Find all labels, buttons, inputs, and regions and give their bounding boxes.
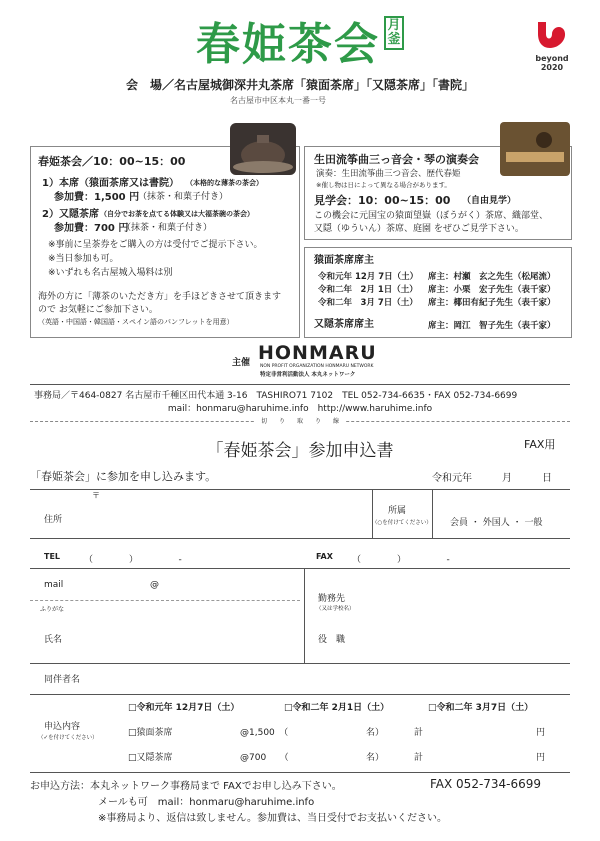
footer-method: お申込方法：本丸ネットワーク事務局まで FAXでお申し込み下さい。 [30,781,342,792]
koto-icon [500,122,570,176]
foreign1: 海外の方に「薄茶のいただき方」を手ほどきさせて頂きます [38,292,282,302]
logo-text-2: 2020 [540,63,564,72]
postal-mark: 〒 [92,491,100,500]
form-line [30,568,570,569]
tel-label: TEL [44,552,61,561]
koto-photo [500,122,570,176]
logo-text-1: beyond [535,54,569,63]
fax-field[interactable]: （ ） - [352,555,450,565]
vline [432,489,433,538]
form-line [30,538,570,539]
organizer-name: HONMARU [258,342,377,364]
date-option-1[interactable]: □令和元年 12月7日（土） [128,703,240,713]
form-line [30,663,570,664]
divider [30,384,570,385]
item2-fee: 参加費：700 円 [54,223,129,234]
host-row-1-date: 令和元年 12月 7日（土） [318,272,419,282]
sarumen-yen: 円 [536,728,546,738]
form-top-line [30,489,570,490]
title-badge: 月釜 [384,16,404,50]
workplace-label: 勤務先 [318,594,346,604]
tel-field[interactable]: （ ） - [84,555,182,565]
date-option-3[interactable]: □令和二年 3月7日（土） [428,703,534,713]
venue: 会 場／名古屋城御深井丸茶席「猿面茶席」「又隠茶席」「書院」 [125,78,474,92]
page-title [0,8,600,72]
hosts-heading-2: 又隠茶席席主 [314,319,374,330]
yuin-unit: 名） [366,753,385,763]
item2-title: 2）又隠茶席 [42,209,99,220]
office-line2: mail：honmaru@haruhime.info http://www.haruhime.info [167,404,433,414]
yuin-price: @700 （ [240,753,289,763]
apply-note: （✓を付けてください） [38,735,98,741]
sarumen-total: 計 [414,728,424,738]
address-field[interactable] [92,500,368,534]
note2: ※当日参加も可。 [48,254,119,264]
title-text: 春姫茶会 [196,19,380,70]
office-line1: 事務局／〒464-0827 名古屋市千種区田代本通 3-16 TASHIRO71 7102 TEL 052-734-6635・FAX 052-734-6699 [34,391,518,401]
footer-note: ※事務局より、返信は致しません。参加費は、当日受付でお支払いください。 [98,813,447,824]
item1-note: （本格的な薄茶の茶会） [186,179,263,187]
footer-fax: FAX 052-734-6699 [430,777,542,791]
host2: 席主：岡江 智子先生（表千家） [428,321,556,331]
right-heading: 生田流筝曲三っ音会・琴の演奏会 [314,153,479,166]
host-row-3-date: 令和二年 3月 7日（土） [318,298,418,308]
name-field[interactable] [92,612,296,658]
tea-kettle-photo [230,123,296,175]
apply-label: 申込内容 [44,722,81,732]
host-row-3-name: 席主：椰田有紀子先生（表千家） [428,298,556,308]
form-date-line: 令和元年 月 日 [432,473,552,484]
form-bottom-line [30,772,570,773]
item1-fee-note: （抹茶・和菓子付き） [138,192,229,202]
mail-label: mail [44,580,64,590]
name-label: 氏名 [44,635,63,645]
performer: 演奏：生田流筝曲三つ音会、歴代春姫 [316,169,461,179]
host-row-2-name: 席主：小栗 宏子先生（表千家） [428,285,556,295]
foreign3: （英語・中国語・韓国語・スペイン語のパンフレットを用意） [38,318,234,326]
organizer-sub1: NON PROFIT ORGANIZATION HONMARU NETWORK [260,364,374,369]
mail-field[interactable] [92,574,296,596]
visit-desc2: 又隠（ゆういん）茶席、庭園 をぜひご見学下さい。 [314,224,524,234]
date-option-2[interactable]: □令和二年 2月1日（土） [284,703,390,713]
fax-label: FAX用 [524,438,556,451]
host-row-2-date: 令和二年 2月 1日（土） [318,285,418,295]
furigana-line [30,600,300,601]
position-field[interactable] [360,616,566,658]
vline [372,489,373,538]
furigana-label: ふりがな [40,606,65,613]
host-row-1-name: 席主：村瀬 玄之先生（松尾流） [428,272,556,282]
fax-field-label: FAX [316,552,333,561]
form-title: 「春姫茶会」参加申込書 [206,441,394,461]
affiliation-note: （○を付けてください） [372,520,432,526]
cut-line-label [0,416,600,425]
form-intro: 「春姫茶会」に参加を申し込みます。 [30,470,217,483]
left-heading: 春姫茶会／10：00~15：00 [38,155,186,168]
workplace-field[interactable] [360,578,566,608]
yuin-total: 計 [414,753,424,763]
organizer-label: 主催 [232,358,251,368]
address-label: 住所 [44,515,63,525]
cut-line-text: 切 り 取 り 線 [255,418,345,425]
yuin-checkbox[interactable]: □又隠茶席 [128,753,173,763]
sarumen-price: @1,500 （ [240,728,289,738]
foreign2: ので お気軽にご参加下さい。 [38,305,158,315]
yuin-yen: 円 [536,753,546,763]
item1-fee: 参加費：1,500 円 [54,192,140,203]
mail-at: @ [150,580,159,590]
form-line [30,694,570,695]
position-label: 役 職 [318,635,346,645]
sarumen-unit: 名） [366,728,385,738]
vline [304,568,305,663]
affiliation-options[interactable]: 会員 ・ 外国人 ・ 一般 [450,518,543,528]
beyond-logo-icon [534,18,570,50]
workplace-note: （又は学校名） [316,606,355,612]
note3: ※いずれも名古屋城入場料は別 [48,268,173,278]
item2-note: （自分でお茶を点てる体験又は大福茶碗の茶会） [100,210,254,218]
footer-mail[interactable]: メールも可 mail：honmaru@haruhime.info [98,797,315,808]
beyond2020-logo [528,18,576,72]
note1: ※事前に呈茶券をご購入の方は受付でご提示下さい。 [48,240,263,250]
visit-title: 見学会：10：00~15：00 [314,194,451,207]
organizer-sub2: 特定非営利活動法人 本丸ネットワーク [260,372,356,378]
visit-desc1: この機会に元国宝の猿面望嶽（ぼうがく）茶席、織部堂、 [314,211,549,221]
companion-field[interactable] [110,666,566,690]
item1-title: 1）本席（猿面茶席又は書院） [42,178,179,189]
hosts-heading: 猿面茶席席主 [314,255,374,266]
visit-note: （自由見学） [462,196,517,206]
companion-label: 同伴者名 [44,675,81,685]
performer-note: ※催し物は日によって異なる場合があります。 [316,181,451,189]
item2-fee-note: （抹茶・和菓子付き） [122,223,213,233]
kettle-icon [230,123,296,175]
venue-address: 名古屋市中区本丸一番一号 [230,96,326,105]
sarumen-checkbox[interactable]: □猿面茶席 [128,728,173,738]
affiliation-label: 所属 [388,506,407,516]
